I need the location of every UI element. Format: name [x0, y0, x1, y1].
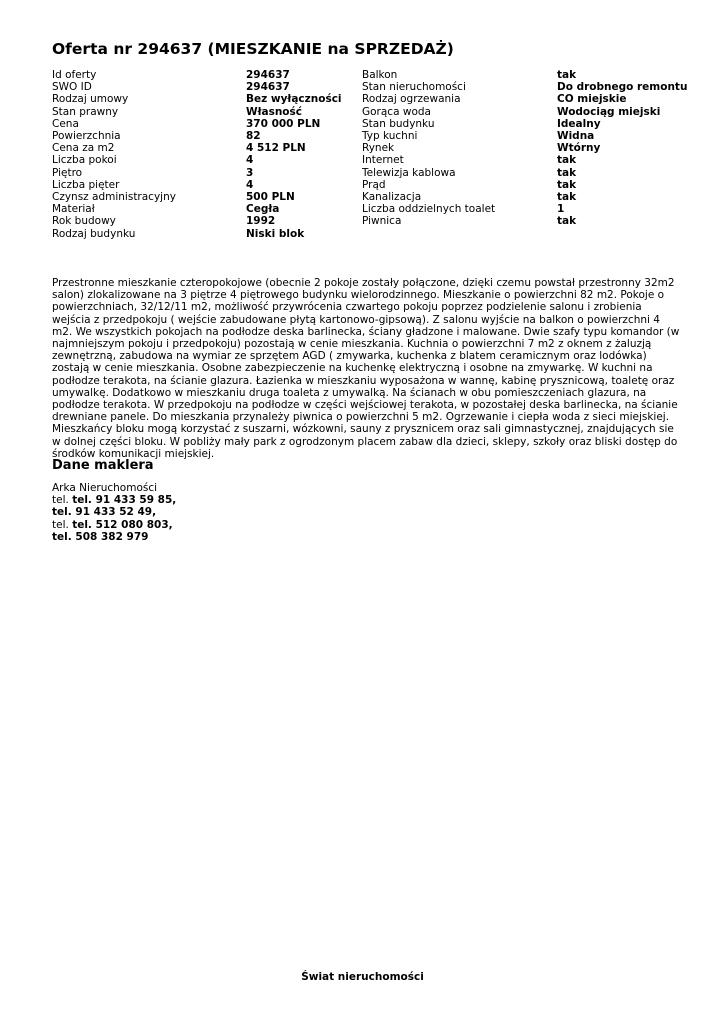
property-label: Gorąca woda	[362, 105, 431, 118]
property-row	[0, 106, 725, 118]
property-value: 4	[246, 178, 254, 191]
property-row	[0, 203, 725, 215]
property-row	[0, 154, 725, 166]
property-value: Bez wyłączności	[246, 93, 342, 106]
property-value: 4 512 PLN	[246, 142, 306, 155]
property-row	[0, 191, 725, 203]
property-value: 1	[557, 203, 565, 216]
property-value: 3	[246, 166, 254, 179]
property-row	[0, 142, 725, 154]
property-label: Piętro	[52, 166, 83, 179]
property-row	[0, 93, 725, 105]
property-label: Id oferty	[52, 69, 97, 81]
agent-phone: tel. 91 433 59 85,	[72, 494, 177, 507]
offer-description: Przestronne mieszkanie czteropokojowe (obecnie 2 pokoje zostały połączone, dzięki czemu powstał przestronny 32m2 salon) zlokalizowane na 3 piętrze 4 piętrowego budynku wielorodzinnego. Mieszkanie o powierzchni 82 m2. Pokoje o powierzchniach, 32/12/11 m2, możliwość przywrócenia czwartego pokoju poprzez podzielenie salonu i zrobienia wejścia z przedpokoju ( wejście zabudowane płytą kartonowo-gipsową). Z salonu wyjście na balkon o powierzchni 4 m2. We wszystkich pokojach na podłodze deska barlinecka, ściany gładzone i malowane. Dwie szafy typu komandor (w najmniejszym pokoju i przedpokoju) pozostają w cenie mieszkania. Kuchnia o powierzchni 7 m2 z oknem z żaluzją zewnętrzną, zabudowa na wymiar ze sprzętem AGD ( zmywarka, kuchenka z blatem ceramicznym oraz lodówka) zostają w cenie mieszkania. Osobne zabezpieczenie na kuchenkę elektryczną i osobne na zmywarkę. W kuchni na podłodze terakota, na ścianie glazura. Łazienka w mieszkaniu wyposażona w wannę, kabinę prysznicową, toaletę oraz umywalkę. Dodatkowo w mieszkaniu druga toaleta z umywalką. Na ścianach w obu pomieszczeniach glazura, na podłodze terakota. W przedpokoju na podłodze w części wejściowej terakota, w pozostałej deska barlinecka, na ścianie drewniane panele. Do mieszkania przynależy piwnica o powierzchni 5 m2. Ogrzewanie i ciepła woda z sieci miejskiej. Mieszkańcy bloku mogą korzystać z suszarni, wózkowni, sauny z prysznicem oraz sali gimnastycznej, znajdujących sie w dolnej części bloku. W pobliży mały park z ogrodzonym placem zabaw dla dzieci, sklepy, szkoły oraz bliski dostęp do środków komunikacji miejskiej.	[52, 277, 680, 460]
property-label: Materiał	[52, 203, 95, 216]
property-row	[0, 215, 725, 227]
property-value: Wodociąg miejski	[557, 105, 661, 118]
property-value: 4	[246, 154, 254, 167]
agent-phone-line	[52, 506, 176, 518]
property-row	[0, 118, 725, 130]
property-value: Do drobnego remontu	[557, 81, 688, 94]
property-label: Czynsz administracyjny	[52, 191, 176, 203]
property-value: 82	[246, 130, 261, 142]
phone-prefix: tel.	[52, 494, 69, 507]
agent-phone: tel. 508 382 979	[52, 530, 149, 543]
property-value: tak	[557, 69, 577, 81]
agent-phone-line	[52, 531, 176, 543]
property-label: Rodzaj umowy	[52, 93, 129, 106]
agent-heading: Dane maklera	[52, 458, 154, 473]
property-value: 294637	[246, 81, 290, 94]
property-value: tak	[557, 166, 577, 179]
page-footer: Świat nieruchomości	[301, 971, 424, 983]
property-label: Cena	[52, 117, 79, 130]
property-label: Liczba pięter	[52, 178, 120, 191]
property-value: CO miejskie	[557, 93, 627, 106]
property-row	[0, 69, 725, 81]
property-label: Liczba pokoi	[52, 154, 117, 167]
agent-phone-line	[52, 519, 176, 531]
agent-name: Arka Nieruchomości	[52, 482, 158, 494]
property-label: Rok budowy	[52, 215, 116, 228]
property-label: Stan budynku	[362, 117, 435, 130]
agent-phone: tel. 512 080 803,	[72, 518, 173, 531]
property-row	[0, 228, 725, 240]
property-value: 1992	[246, 215, 276, 228]
property-value: Niski blok	[246, 227, 305, 240]
property-label: Powierzchnia	[52, 130, 121, 142]
property-label: Prąd	[362, 178, 386, 191]
agent-details	[52, 482, 176, 543]
property-value: Własność	[246, 105, 302, 118]
property-value: 294637	[246, 69, 290, 81]
property-value: tak	[557, 215, 577, 228]
property-label: Internet	[362, 154, 404, 167]
property-label: Piwnica	[362, 215, 402, 228]
property-value: tak	[557, 191, 577, 203]
agent-phone: tel. 91 433 52 49,	[52, 506, 157, 519]
property-label: Typ kuchni	[362, 130, 418, 142]
property-label: SWO ID	[52, 81, 92, 94]
property-value: Widna	[557, 130, 595, 142]
property-label: Stan prawny	[52, 105, 119, 118]
property-label: Cena za m2	[52, 142, 115, 155]
property-value: Wtórny	[557, 142, 601, 155]
property-value: Cegła	[246, 203, 280, 216]
offer-title: Oferta nr 294637 (MIESZKANIE na SPRZEDAŻ)	[52, 40, 454, 58]
property-label: Stan nieruchomości	[362, 81, 466, 94]
property-value: 500 PLN	[246, 191, 295, 203]
property-label: Rynek	[362, 142, 395, 155]
property-value: Idealny	[557, 117, 601, 130]
property-row	[0, 81, 725, 93]
property-value: tak	[557, 154, 577, 167]
property-row	[0, 167, 725, 179]
property-value: 370 000 PLN	[246, 117, 321, 130]
phone-prefix: tel.	[52, 518, 69, 531]
property-row	[0, 130, 725, 142]
property-row	[0, 179, 725, 191]
property-label: Rodzaj ogrzewania	[362, 93, 461, 106]
property-label: Kanalizacja	[362, 191, 422, 203]
property-value: tak	[557, 178, 577, 191]
property-label: Rodzaj budynku	[52, 227, 136, 240]
agent-phone-line	[52, 494, 176, 506]
property-label: Liczba oddzielnych toalet	[362, 203, 496, 216]
property-label: Balkon	[362, 69, 398, 81]
property-label: Telewizja kablowa	[362, 166, 456, 179]
